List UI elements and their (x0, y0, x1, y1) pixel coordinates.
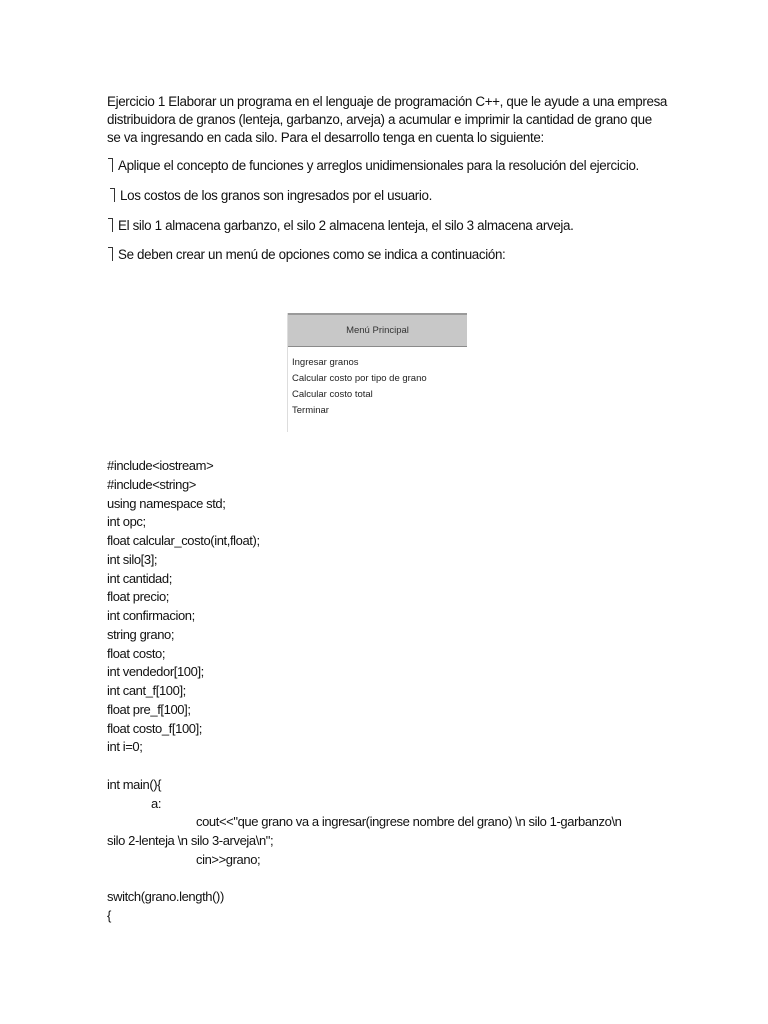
code-line: float precio; (107, 589, 170, 605)
intro-line: Ejercicio 1 Elaborar un programa en el lenguaje de programación C++, que le ayude a una empresa (107, 94, 668, 109)
list-item (108, 247, 505, 262)
bullet-icon (108, 247, 113, 261)
code-line: a: (151, 795, 162, 811)
code-line (107, 757, 621, 776)
bullet-icon (108, 218, 113, 232)
code-line: silo 2-lenteja \n silo 3-arveja\n"; (107, 833, 274, 848)
code-line: int main(){ (107, 776, 162, 792)
code-line (107, 870, 621, 889)
intro-line: distribuidora de granos (lenteja, garbanzo, arveja) a acumular e imprimir la cantidad de grano que (107, 112, 652, 127)
list-item (110, 188, 432, 203)
list-item-text: El silo 1 almacena garbanzo, el silo 2 almacena lenteja, el silo 3 almacena arveja. (118, 218, 574, 233)
code-line: float calcular_costo(int,float); (107, 533, 260, 548)
code-line: int opc; (107, 514, 146, 530)
code-line: switch(grano.length()) (107, 889, 224, 905)
menu-title: Menú Principal (288, 313, 467, 347)
main-menu-figure (287, 313, 467, 432)
code-line: int cantidad; (107, 570, 172, 586)
code-line: #include<string> (107, 476, 196, 492)
menu-item: Calcular costo por tipo de grano (292, 373, 427, 384)
code-line: string grano; (107, 626, 175, 642)
code-line: int vendedor[100]; (107, 664, 204, 680)
code-line: int i=0; (107, 739, 143, 755)
list-item (108, 158, 639, 173)
code-listing (107, 457, 621, 926)
code-line: cin>>grano; (196, 851, 261, 867)
list-item-text: Los costos de los granos son ingresados por el usuario. (120, 188, 432, 203)
code-line: int confirmacion; (107, 608, 195, 623)
code-line: int cant_f[100]; (107, 683, 186, 698)
code-line: int silo[3]; (107, 551, 158, 567)
menu-item: Ingresar granos (292, 357, 359, 368)
list-item-text: Aplique el concepto de funciones y arreglos unidimensionales para la resolución del ejercicio. (118, 158, 639, 173)
code-line: float costo; (107, 645, 166, 661)
bullet-icon (110, 188, 115, 202)
code-line: cout<<"que grano va a ingresar(ingrese nombre del grano) \n silo 1-garbanzo\n (196, 814, 622, 830)
code-line: using namespace std; (107, 495, 226, 511)
menu-item: Terminar (292, 405, 329, 416)
bullet-icon (108, 158, 113, 172)
intro-line: se va ingresando en cada silo. Para el desarrollo tenga en cuenta lo siguiente: (107, 130, 544, 145)
list-item (108, 218, 574, 233)
code-line: { (107, 908, 111, 923)
code-line: #include<iostream> (107, 458, 214, 473)
list-item-text: Se deben crear un menú de opciones como se indica a continuación: (118, 247, 506, 262)
menu-item: Calcular costo total (292, 389, 373, 400)
code-line: float costo_f[100]; (107, 720, 203, 736)
code-line: float pre_f[100]; (107, 701, 191, 717)
